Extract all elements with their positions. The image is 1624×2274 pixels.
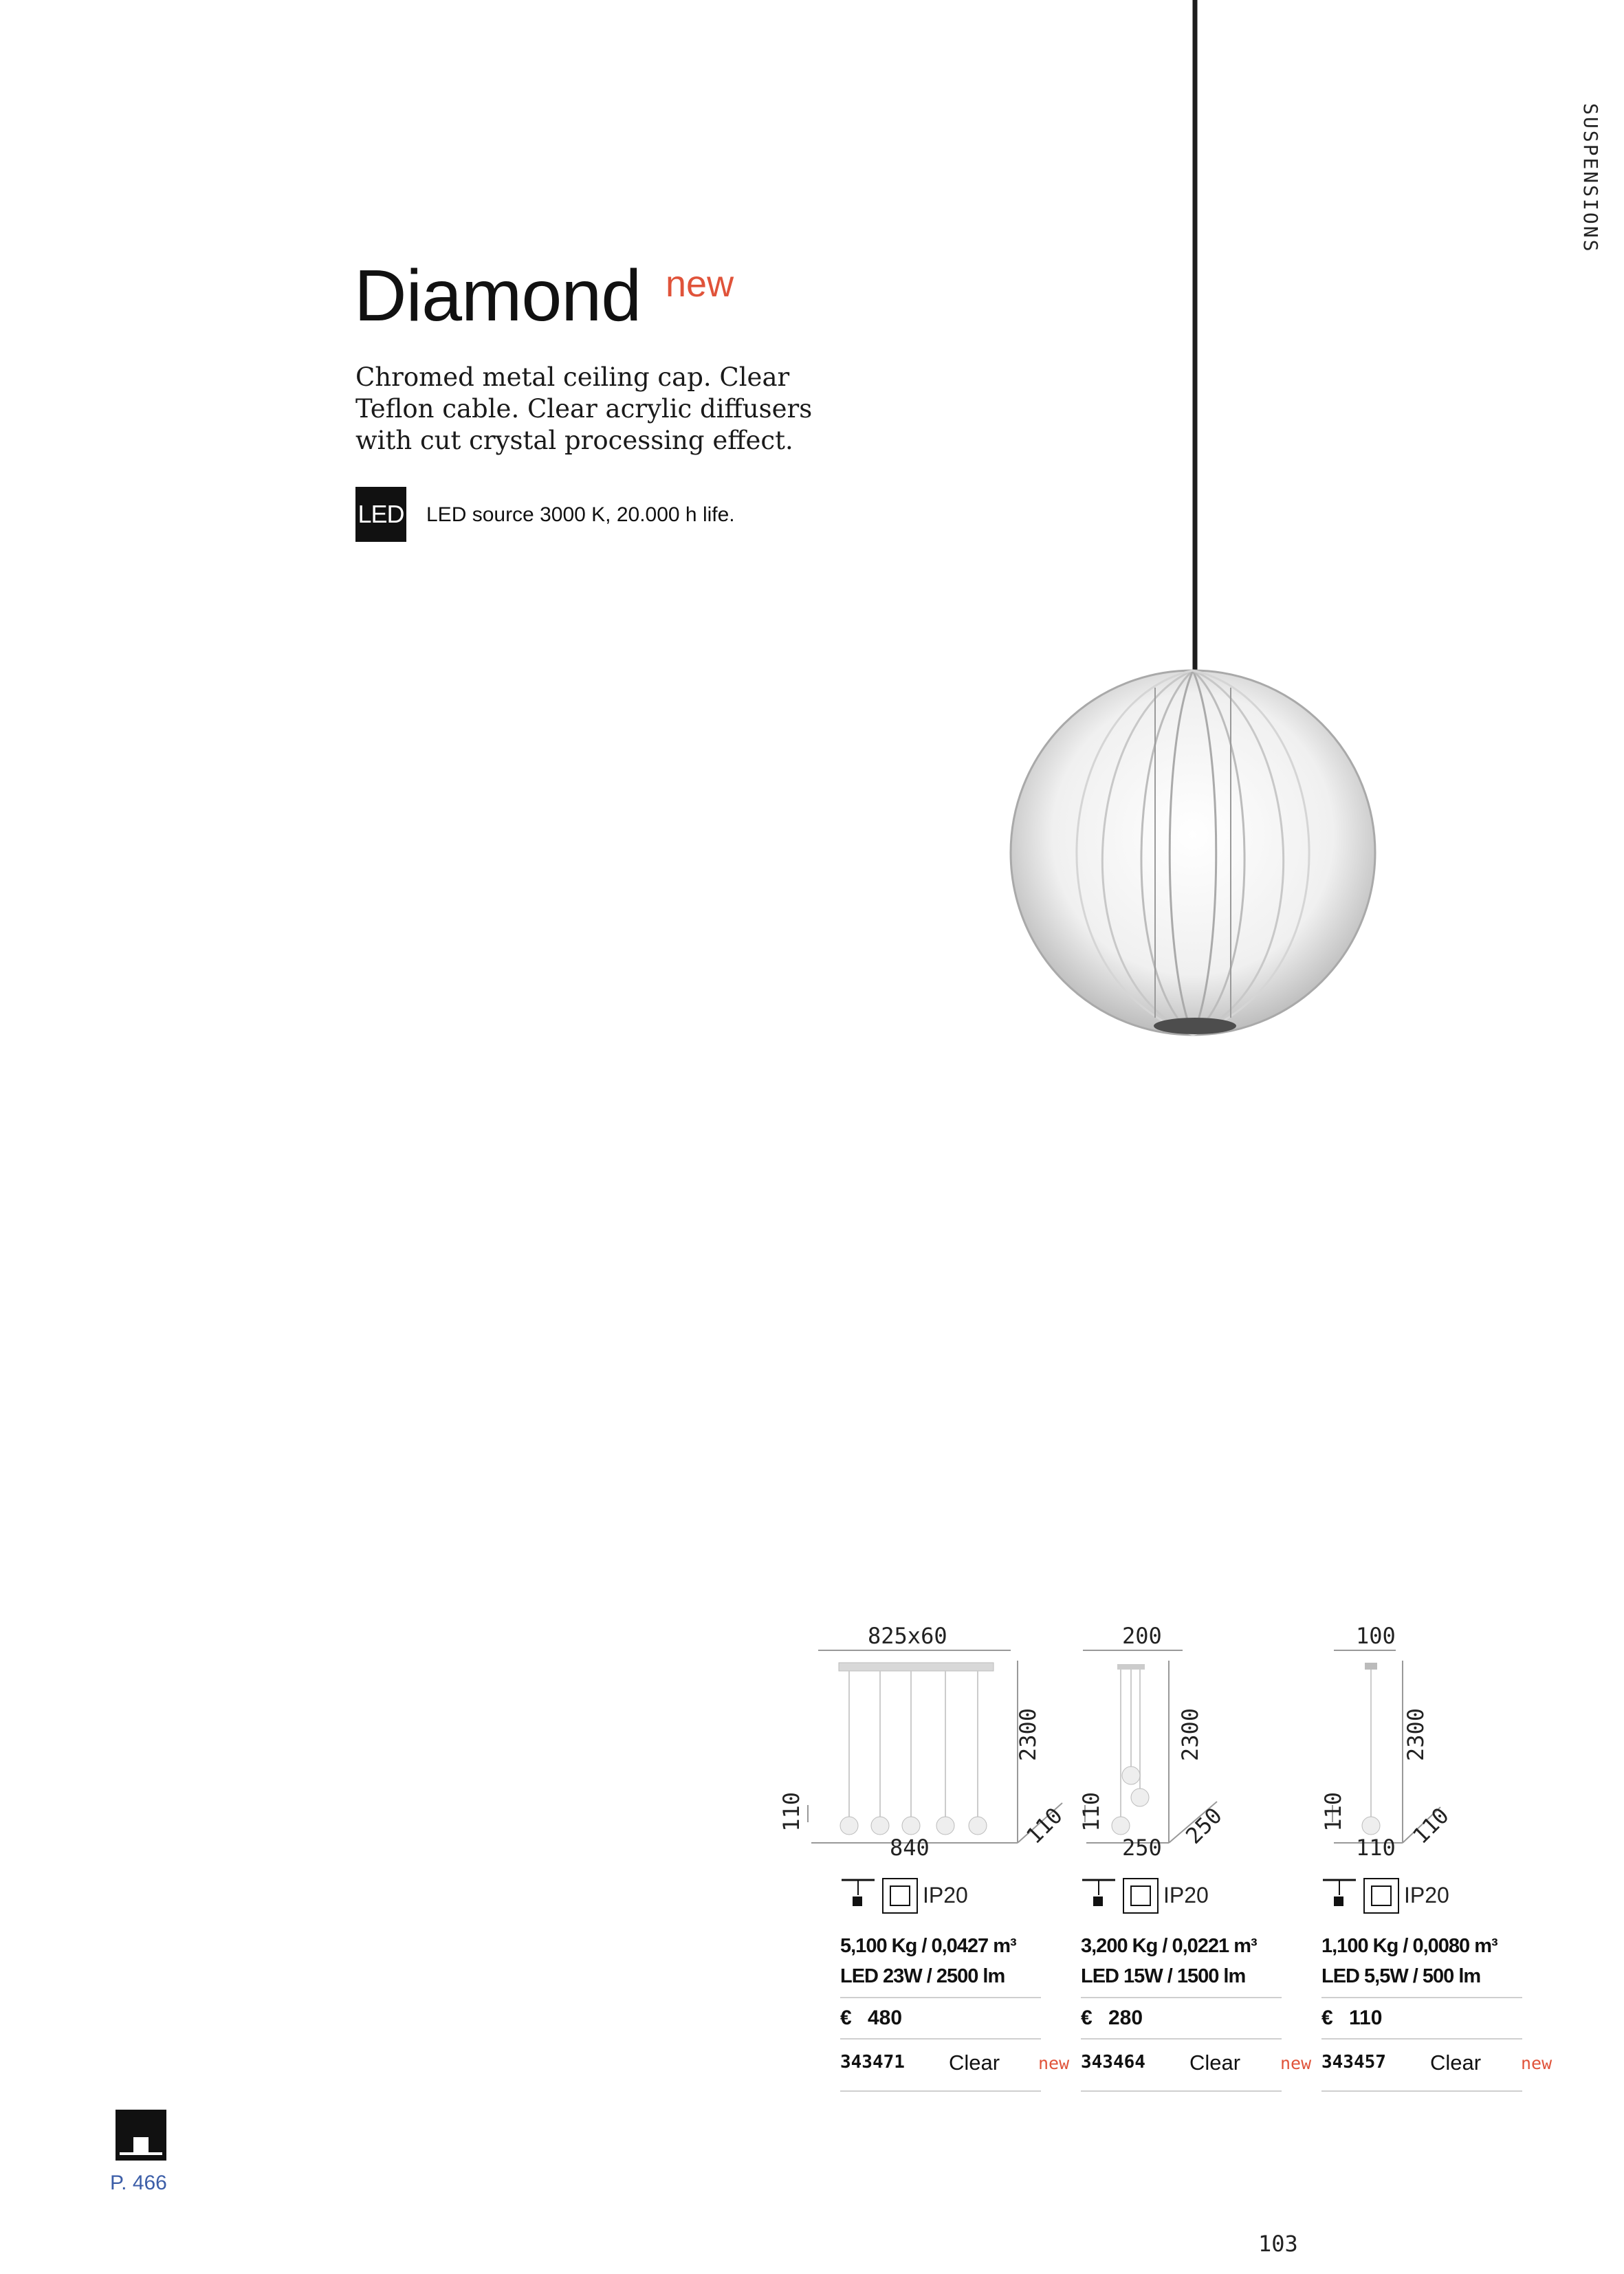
class-ii-icon bbox=[881, 1877, 919, 1914]
ceiling-mount-icon bbox=[1081, 1877, 1117, 1909]
reference-page-link[interactable]: P. 466 bbox=[110, 2172, 167, 2194]
class-ii-icon bbox=[1122, 1877, 1159, 1914]
dim-drop-2: 110 bbox=[1078, 1792, 1104, 1832]
led-icon: LED bbox=[355, 487, 406, 542]
price-1: 480 bbox=[868, 2007, 903, 2029]
new-tag-2: new bbox=[1280, 2053, 1312, 2073]
product-image bbox=[990, 0, 1389, 1059]
weight-volume-2: 3,200 Kg / 0,0221 m³ bbox=[1081, 1935, 1257, 1957]
currency-1: € bbox=[840, 2007, 852, 2029]
new-tag-3: new bbox=[1521, 2053, 1552, 2073]
dim-top-1: 825x60 bbox=[868, 1623, 947, 1649]
ceiling-mount-icon bbox=[1321, 1877, 1357, 1909]
led-source-text: LED source 3000 K, 20.000 h life. bbox=[426, 503, 735, 526]
product-description: Chromed metal ceiling cap. Clear Teflon cable. Clear acrylic diffusers with cut crystal processing effect. bbox=[355, 362, 813, 455]
currency-2: € bbox=[1081, 2007, 1093, 2029]
finish-3: Clear bbox=[1430, 2051, 1482, 2075]
divider bbox=[1081, 2090, 1282, 2092]
product-title: Diamond bbox=[354, 255, 641, 336]
currency-3: € bbox=[1321, 2007, 1333, 2029]
price-3: 110 bbox=[1349, 2007, 1383, 2029]
new-tag-1: new bbox=[1038, 2053, 1070, 2073]
ceiling-mount-icon bbox=[840, 1877, 876, 1909]
divider bbox=[840, 1997, 1041, 1998]
divider bbox=[840, 2090, 1041, 2092]
page-number: 103 bbox=[1258, 2231, 1298, 2257]
dim-height-1: 2300 bbox=[1015, 1708, 1041, 1762]
dim-depth-1: 110 bbox=[1021, 1802, 1068, 1849]
reference-icon bbox=[116, 2110, 166, 2161]
dim-top-3: 100 bbox=[1356, 1623, 1396, 1649]
dim-height-2: 2300 bbox=[1177, 1708, 1203, 1762]
dim-width-2: 250 bbox=[1122, 1835, 1162, 1861]
divider bbox=[1321, 2090, 1522, 2092]
dim-drop-3: 110 bbox=[1320, 1792, 1346, 1832]
ip-rating-3: IP20 bbox=[1404, 1883, 1449, 1907]
dim-top-2: 200 bbox=[1122, 1623, 1162, 1649]
dim-width-3: 110 bbox=[1356, 1835, 1396, 1861]
divider bbox=[1321, 2038, 1522, 2040]
product-code-2: 343464 bbox=[1081, 2052, 1145, 2073]
divider bbox=[1081, 1997, 1282, 1998]
dim-height-3: 2300 bbox=[1403, 1708, 1429, 1762]
new-badge: new bbox=[666, 263, 734, 305]
product-code-1: 343471 bbox=[840, 2052, 905, 2073]
section-label: SUSPENSIONS bbox=[1579, 103, 1602, 254]
weight-volume-1: 5,100 Kg / 0,0427 m³ bbox=[840, 1935, 1016, 1957]
divider bbox=[1081, 2038, 1282, 2040]
divider bbox=[840, 2038, 1041, 2040]
ip-rating-2: IP20 bbox=[1163, 1883, 1209, 1907]
weight-volume-3: 1,100 Kg / 0,0080 m³ bbox=[1321, 1935, 1497, 1957]
dim-drop-1: 110 bbox=[778, 1792, 804, 1832]
dim-depth-3: 110 bbox=[1407, 1802, 1454, 1849]
power-lumen-3: LED 5,5W / 500 lm bbox=[1321, 1965, 1481, 1987]
finish-1: Clear bbox=[949, 2051, 1000, 2075]
lamp-bottom-cap bbox=[1154, 1018, 1236, 1034]
glass-sphere bbox=[1011, 670, 1375, 1035]
dim-depth-2: 250 bbox=[1181, 1802, 1227, 1849]
class-ii-icon bbox=[1363, 1877, 1400, 1914]
dim-width-1: 840 bbox=[890, 1835, 930, 1861]
power-lumen-1: LED 23W / 2500 lm bbox=[840, 1965, 1005, 1987]
power-lumen-2: LED 15W / 1500 lm bbox=[1081, 1965, 1246, 1987]
divider bbox=[1321, 1997, 1522, 1998]
price-2: 280 bbox=[1108, 2007, 1143, 2029]
finish-2: Clear bbox=[1189, 2051, 1241, 2075]
ip-rating-1: IP20 bbox=[923, 1883, 968, 1907]
drawing-variant-2 bbox=[1079, 1623, 1258, 1850]
product-code-3: 343457 bbox=[1321, 2052, 1386, 2073]
